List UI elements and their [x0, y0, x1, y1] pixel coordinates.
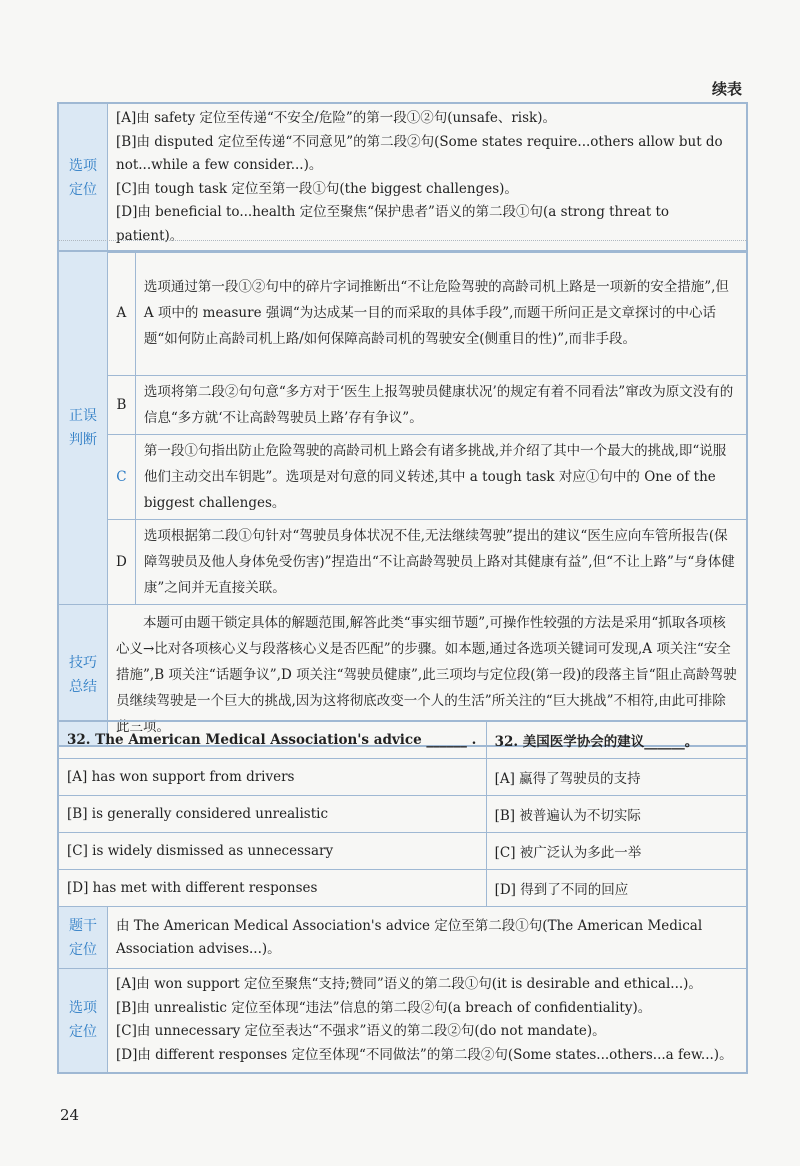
option-line: [A]由 safety 定位至传递“不安全/危险”的第一段①②句(unsafe、risk)。 [116, 110, 556, 126]
option-line: [B]由 disputed 定位至传递“不同意见”的第二段②句(Some states require...others allow but do not...while a few consider...)。 [116, 133, 723, 173]
option-letter-correct: C [108, 434, 136, 519]
continued-label: 续表 [711, 80, 742, 98]
section-label: 选项定位 [58, 103, 108, 252]
question-en: 32. The American Medical Association's advice ______ . [58, 721, 486, 759]
option-zh: [D] 得到了不同的回应 [486, 870, 747, 907]
stem-location: 由 The American Medical Association's advice 定位至第二段①句(The American Medical Association advises...)。 [108, 907, 748, 969]
judgement-table [57, 250, 748, 747]
option-letter: B [108, 375, 136, 434]
option-analysis: 选项将第二段②句句意“多方对于‘医生上报驾驶员健康状况’的规定有着不同看法”窜改为原文没有的信息“多方就‘不让高龄驾驶员上路’存有争议”。 [135, 375, 747, 434]
page-number: 24 [60, 1106, 80, 1124]
option-line: [A]由 won support 定位至聚焦“支持;赞同”语义的第二段①句(it is desirable and ethical...)。 [116, 976, 702, 993]
option-analysis: 选项通过第一段①②句中的碎片字词推断出“不让危险驾驶的高龄司机上路是一项新的安全措施”,但 A 项中的 measure 强调“为达成某一目的而采取的具体手段”,而题干所问正是文章探讨的中心话题“如何防止高龄司机上路/如何保障高龄司机的驾驶安全(侧重目的性)”,而非手段。 [135, 251, 747, 375]
section-label: 题干定位 [58, 907, 108, 969]
section-label: 技巧总结 [58, 604, 108, 746]
option-line: [D]由 different responses 定位至体现“不同做法”的第二段②句(Some states...others...a few...)。 [116, 1046, 733, 1063]
option-analysis: 选项根据第二段①句针对“驾驶员身体状况不佳,无法继续驾驶”提出的建议“医生应向车管所报告(保障驾驶员及他人身体免受伤害)”捏造出“不让高龄驾驶员上路对其健康有益”,但“不让上路”与“身体健康”之间并无直接关联。 [135, 519, 747, 604]
option-en: [A] has won support from drivers [58, 759, 486, 796]
option-analysis: 第一段①句指出防止危险驾驶的高龄司机上路会有诸多挑战,并介绍了其中一个最大的挑战,即“说服他们主动交出车钥匙”。选项是对句意的同义转述,其中 a tough task 对应①句中的 One of the biggest challenges。 [135, 434, 747, 519]
option-location-table [57, 102, 748, 253]
option-line: [B]由 unrealistic 定位至体现“违法”信息的第二段②句(a breach of confidentiality)。 [116, 999, 652, 1016]
option-line: [C]由 unnecessary 定位至表达“不强求”语义的第二段②句(do not mandate)。 [116, 1023, 606, 1040]
tip-text: 本题可由题干锁定具体的解题范围,解答此类“事实细节题”,可操作性较强的方法是采用“抓取各项核心义→比对各项核心义与段落核心义是否匹配”的步骤。如本题,通过各选项关键词可发现,A 项关注“安全措施”,B 项关注“话题争议”,D 项关注“驾驶员健康”,此三项均与定位段(第一段)的段落主旨“阻止高龄驾驶员继续驾驶是一个巨大的挑战,因为这将彻底改变一个人的生活”所关注的“巨大挑战”不相符,由此可排除此三项。 [108, 604, 748, 746]
option-zh: [B] 被普遍认为不切实际 [486, 796, 747, 833]
option-zh: [A] 赢得了驾驶员的支持 [486, 759, 747, 796]
option-en: [D] has met with different responses [58, 870, 486, 907]
section-label: 正误判断 [58, 251, 108, 604]
option-en: [C] is widely dismissed as unnecessary [58, 833, 486, 870]
section-label: 选项定位 [58, 969, 108, 1073]
question-table [57, 720, 748, 1074]
option-line: [D]由 beneficial to...health 定位至聚焦“保护患者”语义的第二段①句(a strong threat to patient)。 [116, 204, 670, 244]
option-en: [B] is generally considered unrealistic [58, 796, 486, 833]
option-letter: A [108, 251, 136, 375]
divider [57, 240, 748, 241]
option-zh: [C] 被广泛认为多此一举 [486, 833, 747, 870]
question-zh: 32. 美国医学协会的建议______。 [486, 721, 747, 759]
option-line: [C]由 tough task 定位至第一段①句(the biggest challenges)。 [116, 180, 518, 197]
option-letter: D [108, 519, 136, 604]
